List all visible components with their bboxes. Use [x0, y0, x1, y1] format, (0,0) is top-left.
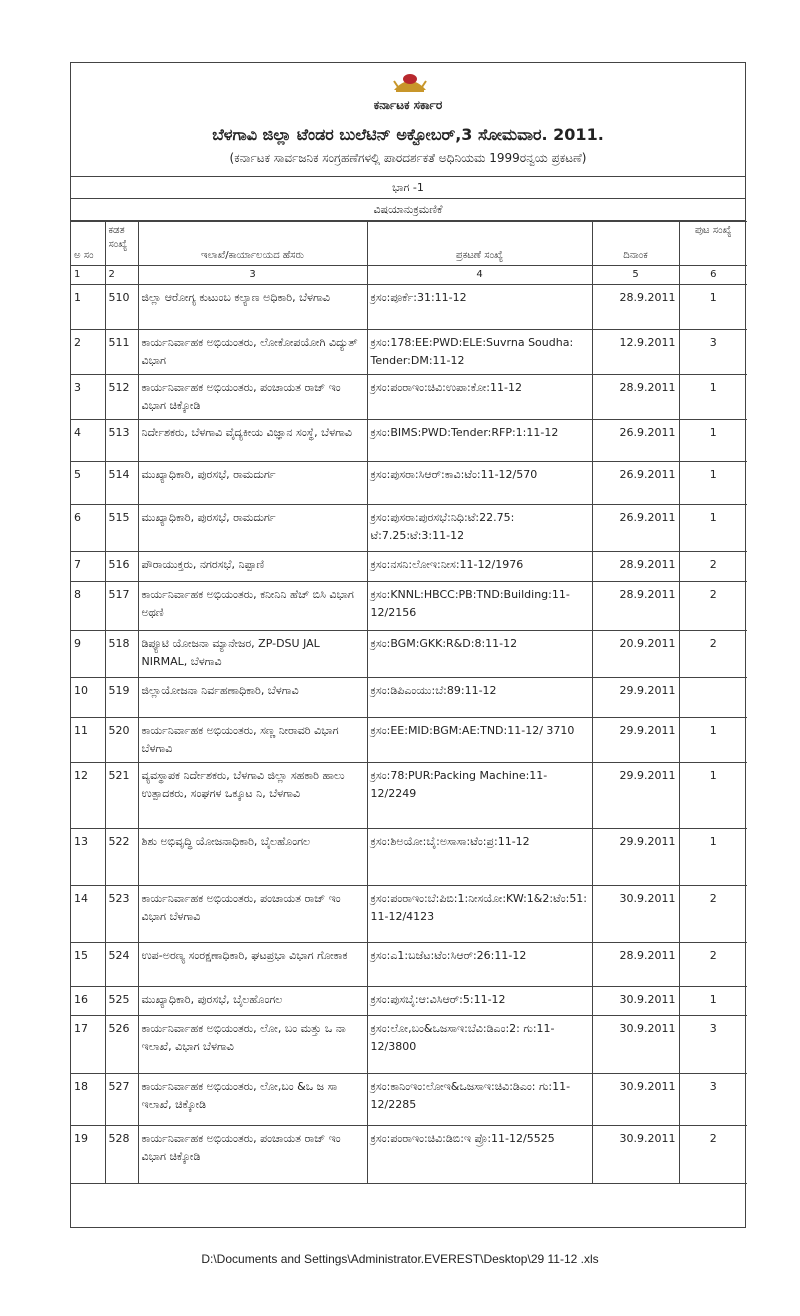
cell-date: 12.9.2011 — [592, 330, 679, 375]
bulletin-sheet — [70, 62, 746, 1228]
table-row — [71, 1126, 747, 1184]
cell-notice-no: ಕ್ರಸಂ:ಪುಸರಾ:ಪುರಸಭೆ:ನಿಧಿ:ಟೆ:22.75: ಟೆ:7.25:ಟೆ:3:11-12 — [367, 505, 592, 552]
table-row — [71, 1016, 747, 1074]
table-row — [71, 829, 747, 886]
cell-page-no: 1 — [679, 505, 747, 552]
cell-date: 28.9.2011 — [592, 552, 679, 582]
cell-serial-no: 19 — [71, 1126, 105, 1184]
cell-serial-no: 12 — [71, 763, 105, 829]
cell-office-name: ಕಾರ್ಯನಿರ್ವಾಹಕ ಅಭಿಯಂತರು, ಪಂಚಾಯತ ರಾಜ್ ಇಂ ವಿಭಾಗ ಚಿಕ್ಕೋಡಿ — [138, 375, 367, 420]
cell-file-no: 524 — [105, 943, 138, 987]
cell-file-no: 515 — [105, 505, 138, 552]
cell-notice-no: ಕ್ರಸಂ:ಕಾನಿಂಇಂ:ಲೋಇ&ಒಜಸಾಇ:ಚಿವಿ:ಡಿಎಂ: ಗು:11-12/2285 — [367, 1074, 592, 1126]
header-serial-no: ಅ ಸಂ — [71, 222, 105, 266]
cell-file-no: 523 — [105, 886, 138, 943]
table-row — [71, 1074, 747, 1126]
cell-page-no — [679, 678, 747, 718]
table-row — [71, 886, 747, 943]
cell-page-no: 2 — [679, 631, 747, 678]
cell-notice-no: ಕ್ರಸಂ:ನಸನಿ:ಲೋಇ:ನೀಸ:11-12/1976 — [367, 552, 592, 582]
cell-office-name: ಶಿಶು ಅಭಿವೃದ್ಧಿ ಯೋಜನಾಧಿಕಾರಿ, ಬೈಲಹೊಂಗಲ — [138, 829, 367, 886]
cell-page-no: 1 — [679, 763, 747, 829]
cell-date: 29.9.2011 — [592, 718, 679, 763]
cell-date: 29.9.2011 — [592, 829, 679, 886]
cell-page-no: 2 — [679, 886, 747, 943]
table-row — [71, 420, 747, 462]
cell-office-name: ಡಿಪ್ಯೂಟಿ ಯೋಜನಾ ಮ್ಯಾನೇಜರ, ZP-DSU JAL NIRMAL, ಬೆಳಗಾವಿ — [138, 631, 367, 678]
cell-date: 30.9.2011 — [592, 1126, 679, 1184]
header-page-no: ಪುಟ ಸಂಖ್ಯೆ — [679, 222, 747, 266]
bulletin-title: ಬೆಳಗಾವಿ ಜಿಲ್ಲಾ ಟೆಂಡರ ಬುಲೆಟಿನ್ ಅಕ್ಟೋಬರ್,3 ಸೋಮವಾರ. 2011. — [212, 125, 604, 144]
cell-serial-no: 7 — [71, 552, 105, 582]
cell-serial-no: 10 — [71, 678, 105, 718]
cell-office-name: ವ್ಯವಸ್ಥಾಪಕ ನಿರ್ದೇಶಕರು, ಬೆಳಗಾವಿ ಜಿಲ್ಲಾ ಸಹಕಾರಿ ಹಾಲು ಉತ್ಪಾದಕರು, ಸಂಘಗಳ ಒಕ್ಕೂಟ ನಿ, ಬೆಳಗಾವಿ — [138, 763, 367, 829]
cell-page-no: 2 — [679, 1126, 747, 1184]
bulletin-header — [71, 63, 745, 177]
table-row — [71, 718, 747, 763]
cell-page-no: 3 — [679, 1016, 747, 1074]
cell-page-no: 1 — [679, 829, 747, 886]
cell-page-no: 3 — [679, 1074, 747, 1126]
cell-file-no: 512 — [105, 375, 138, 420]
cell-office-name: ಕಾರ್ಯನಿರ್ವಾಹಕ ಅಭಿಯಂತರು, ಕನೀನಿನಿ ಹೆಚ್ ಬಿಸಿ ವಿಭಾಗ ಅಥಣಿ — [138, 582, 367, 631]
cell-file-no: 516 — [105, 552, 138, 582]
cell-serial-no: 11 — [71, 718, 105, 763]
cell-page-no: 1 — [679, 718, 747, 763]
cell-serial-no: 9 — [71, 631, 105, 678]
cell-file-no: 528 — [105, 1126, 138, 1184]
cell-date: 28.9.2011 — [592, 285, 679, 330]
cell-notice-no: ಕ್ರಸಂ:ಪುಸಬೈ:ಆ:ವಿಸಿಆರ್:5:11-12 — [367, 987, 592, 1016]
cell-file-no: 527 — [105, 1074, 138, 1126]
cell-serial-no: 13 — [71, 829, 105, 886]
file-path-footer: D:\Documents and Settings\Administrator.EVEREST\Desktop\29 11-12 .xls — [201, 1252, 599, 1266]
cell-serial-no: 18 — [71, 1074, 105, 1126]
government-name: ಕರ್ನಾಟಕ ಸರ್ಕಾರ — [373, 98, 443, 112]
column-number: 5 — [592, 266, 679, 285]
cell-notice-no: ಕ್ರಸಂ:BGM:GKK:R&D:8:11-12 — [367, 631, 592, 678]
cell-page-no: 2 — [679, 552, 747, 582]
cell-page-no: 1 — [679, 285, 747, 330]
cell-office-name: ಪೌರಾಯುಕ್ತರು, ನಗರಸಭೆ, ನಿಪ್ಪಾಣಿ — [138, 552, 367, 582]
cell-date: 30.9.2011 — [592, 1016, 679, 1074]
cell-page-no: 2 — [679, 582, 747, 631]
index-title: ವಿಷಯಾನುಕ್ರಮಣಿಕೆ — [71, 199, 745, 221]
table-row — [71, 631, 747, 678]
cell-file-no: 517 — [105, 582, 138, 631]
cell-date: 28.9.2011 — [592, 582, 679, 631]
cell-office-name: ಕಾರ್ಯನಿರ್ವಾಹಕ ಅಭಿಯಂತರು, ಲೋ, ಬಂ ಮತ್ತು ಒ ನಾ ಇಲಾಖೆ, ವಿಭಾಗ ಬೆಳಗಾವಿ — [138, 1016, 367, 1074]
cell-file-no: 518 — [105, 631, 138, 678]
cell-serial-no: 1 — [71, 285, 105, 330]
cell-office-name: ಜಿಲ್ಲಾಯೋಜನಾ ನಿರ್ವಹಣಾಧಿಕಾರಿ, ಬೆಳಗಾವಿ — [138, 678, 367, 718]
column-number: 3 — [138, 266, 367, 285]
cell-office-name: ಮುಖ್ಯಾಧಿಕಾರಿ, ಪುರಸಭೆ, ರಾಮದುರ್ಗ — [138, 505, 367, 552]
table-row — [71, 505, 747, 552]
cell-serial-no: 17 — [71, 1016, 105, 1074]
cell-notice-no: ಕ್ರಸಂ:ಪುಸರಾ:ಸಿಆರ್:ಕಾವಿ:ಟೆಂ:11-12/570 — [367, 462, 592, 505]
cell-office-name: ಕಾರ್ಯನಿರ್ವಾಹಕ ಅಭಿಯಂತರು, ಲೋ,ಬಂ &ಒ ಜ ಸಾ ಇಲಾಖೆ, ಚಿಕ್ಕೋಡಿ — [138, 1074, 367, 1126]
cell-date: 28.9.2011 — [592, 943, 679, 987]
table-row — [71, 330, 747, 375]
column-number: 6 — [679, 266, 747, 285]
cell-page-no: 1 — [679, 420, 747, 462]
table-header-row — [71, 222, 747, 266]
cell-serial-no: 6 — [71, 505, 105, 552]
cell-notice-no: ಕ್ರಸಂ:ಶಿಅಯೋ:ಬೈ:ಅಸಾಸಾ:ಟೆಂ:ಪ್ರ:11-12 — [367, 829, 592, 886]
cell-notice-no: ಕ್ರಸಂ:KNNL:HBCC:PB:TND:Building:11-12/2156 — [367, 582, 592, 631]
cell-office-name: ಕಾರ್ಯನಿರ್ವಾಹಕ ಅಭಿಯಂತರು, ಸಣ್ಣ ನೀರಾವರಿ ವಿಭಾಗ ಬೆಳಗಾವಿ — [138, 718, 367, 763]
header-file-no: ಕಡತ ಸಂಖ್ಯೆ — [105, 222, 138, 266]
bulletin-subtitle: (ಕರ್ನಾಟಕ ಸಾರ್ವಜನಿಕ ಸಂಗ್ರಹಣೆಗಳಲ್ಲಿ ಪಾರದರ್ಶಕತೆ ಅಧಿನಿಯಮ 1999ರನ್ವಯ ಪ್ರಕಟಣೆ) — [229, 151, 587, 165]
header-date: ದಿನಾಂಕ — [592, 222, 679, 266]
cell-serial-no: 14 — [71, 886, 105, 943]
cell-file-no: 511 — [105, 330, 138, 375]
cell-date: 26.9.2011 — [592, 420, 679, 462]
cell-page-no: 2 — [679, 943, 747, 987]
column-number-row — [71, 266, 747, 285]
cell-file-no: 520 — [105, 718, 138, 763]
cell-notice-no: ಕ್ರಸಂ:78:PUR:Packing Machine:11-12/2249 — [367, 763, 592, 829]
table-row — [71, 462, 747, 505]
cell-file-no: 510 — [105, 285, 138, 330]
cell-date: 29.9.2011 — [592, 678, 679, 718]
cell-serial-no: 3 — [71, 375, 105, 420]
header-notice-no: ಪ್ರಕಟಣೆ ಸಂಖ್ಯೆ — [367, 222, 592, 266]
cell-date: 26.9.2011 — [592, 505, 679, 552]
cell-notice-no: ಕ್ರಸಂ:ಪಂರಾಇಂ:ಚಿವಿ:ಉಪಾ:ಕೋ:11-12 — [367, 375, 592, 420]
column-number: 1 — [71, 266, 105, 285]
cell-office-name: ಜಿಲ್ಲಾ ಆರೋಗ್ಯ ಕುಟುಂಬ ಕಲ್ಯಾಣ ಅಧಿಕಾರಿ, ಬೆಳಗಾವಿ — [138, 285, 367, 330]
cell-page-no: 1 — [679, 987, 747, 1016]
cell-file-no: 525 — [105, 987, 138, 1016]
cell-date: 20.9.2011 — [592, 631, 679, 678]
cell-office-name: ಕಾರ್ಯನಿರ್ವಾಹಕ ಅಭಿಯಂತರು, ಲೋಕೋಪಯೋಗಿ ವಿದ್ಯುತ್ ವಿಭಾಗ — [138, 330, 367, 375]
column-number: 2 — [105, 266, 138, 285]
cell-notice-no: ಕ್ರಸಂ:ಪಂರಾಇಂ:ಬೆ:ಪಿಬಿ:1:ನೀಸಯೋ:KW:1&2:ಟೆಂ:51:11-12/4123 — [367, 886, 592, 943]
cell-notice-no: ಕ್ರಸಂ:ಎ1:ಬಜೆಟ:ಟೆಂ:ಸಿಆರ್:26:11-12 — [367, 943, 592, 987]
cell-notice-no: ಕ್ರಸಂ:ಡಿಪಿಎಂಯು:ಬೆ:89:11-12 — [367, 678, 592, 718]
cell-office-name: ಕಾರ್ಯನಿರ್ವಾಹಕ ಅಭಿಯಂತರು, ಪಂಚಾಯತ ರಾಜ್ ಇಂ ವಿಭಾಗ ಚಿಕ್ಕೋಡಿ — [138, 1126, 367, 1184]
cell-page-no: 1 — [679, 375, 747, 420]
table-row — [71, 285, 747, 330]
table-row — [71, 943, 747, 987]
cell-serial-no: 8 — [71, 582, 105, 631]
cell-file-no: 521 — [105, 763, 138, 829]
table-row — [71, 678, 747, 718]
part-label: ಭಾಗ -1 — [71, 177, 745, 199]
cell-serial-no: 15 — [71, 943, 105, 987]
cell-office-name: ಉಪ-ಅರಣ್ಯ ಸಂರಕ್ಷಣಾಧಿಕಾರಿ, ಘಟಪ್ರಭಾ ವಿಭಾಗ ಗೋಕಾಕ — [138, 943, 367, 987]
cell-date: 30.9.2011 — [592, 1074, 679, 1126]
table-row — [71, 375, 747, 420]
tender-index-table — [71, 221, 747, 1184]
cell-date: 26.9.2011 — [592, 462, 679, 505]
table-row — [71, 582, 747, 631]
cell-file-no: 513 — [105, 420, 138, 462]
cell-date: 29.9.2011 — [592, 763, 679, 829]
cell-notice-no: ಕ್ರಸಂ:BIMS:PWD:Tender:RFP:1:11-12 — [367, 420, 592, 462]
cell-office-name: ಮುಖ್ಯಾಧಿಕಾರಿ, ಪುರಸಭೆ, ರಾಮದುರ್ಗ — [138, 462, 367, 505]
cell-notice-no: ಕ್ರಸಂ:ಲೋ,ಬಂ&ಒಜಸಾಇ:ಬೆವಿ:ಡಿಎಂ:2: ಗು:11-12/3800 — [367, 1016, 592, 1074]
cell-notice-no: ಕ್ರಸಂ:ಪೂರ್ಕೆ:31:11-12 — [367, 285, 592, 330]
karnataka-emblem-icon — [392, 70, 428, 94]
cell-date: 30.9.2011 — [592, 886, 679, 943]
cell-file-no: 514 — [105, 462, 138, 505]
table-row — [71, 763, 747, 829]
cell-notice-no: ಕ್ರಸಂ:ಪಂರಾಇಂ:ಚಿವಿ:ಡಿಬಿ:ಇ ಪ್ರೊ:11-12/5525 — [367, 1126, 592, 1184]
cell-notice-no: ಕ್ರಸಂ:178:EE:PWD:ELE:Suvrna Soudha: Tender:DM:11-12 — [367, 330, 592, 375]
cell-serial-no: 5 — [71, 462, 105, 505]
table-row — [71, 552, 747, 582]
header-office-name: ಇಲಾಖೆ/ಕಾರ್ಯಾಲಯದ ಹೆಸರು — [138, 222, 367, 266]
cell-office-name: ಮುಖ್ಯಾಧಿಕಾರಿ, ಪುರಸಭೆ, ಬೈಲಹೊಂಗಲ — [138, 987, 367, 1016]
cell-date: 28.9.2011 — [592, 375, 679, 420]
cell-file-no: 522 — [105, 829, 138, 886]
cell-date: 30.9.2011 — [592, 987, 679, 1016]
column-number: 4 — [367, 266, 592, 285]
cell-serial-no: 16 — [71, 987, 105, 1016]
cell-file-no: 519 — [105, 678, 138, 718]
cell-notice-no: ಕ್ರಸಂ:EE:MID:BGM:AE:TND:11-12/ 3710 — [367, 718, 592, 763]
cell-serial-no: 2 — [71, 330, 105, 375]
cell-page-no: 1 — [679, 462, 747, 505]
cell-office-name: ನಿರ್ದೇಶಕರು, ಬೆಳಗಾವಿ ವೈದ್ಯಕೀಯ ವಿಜ್ಞಾನ ಸಂಸ್ಥೆ, ಬೆಳಗಾವಿ — [138, 420, 367, 462]
cell-page-no: 3 — [679, 330, 747, 375]
cell-serial-no: 4 — [71, 420, 105, 462]
cell-office-name: ಕಾರ್ಯನಿರ್ವಾಹಕ ಅಭಿಯಂತರು, ಪಂಚಾಯತ ರಾಜ್ ಇಂ ವಿಭಾಗ ಬೆಳಗಾವಿ — [138, 886, 367, 943]
cell-file-no: 526 — [105, 1016, 138, 1074]
table-row — [71, 987, 747, 1016]
